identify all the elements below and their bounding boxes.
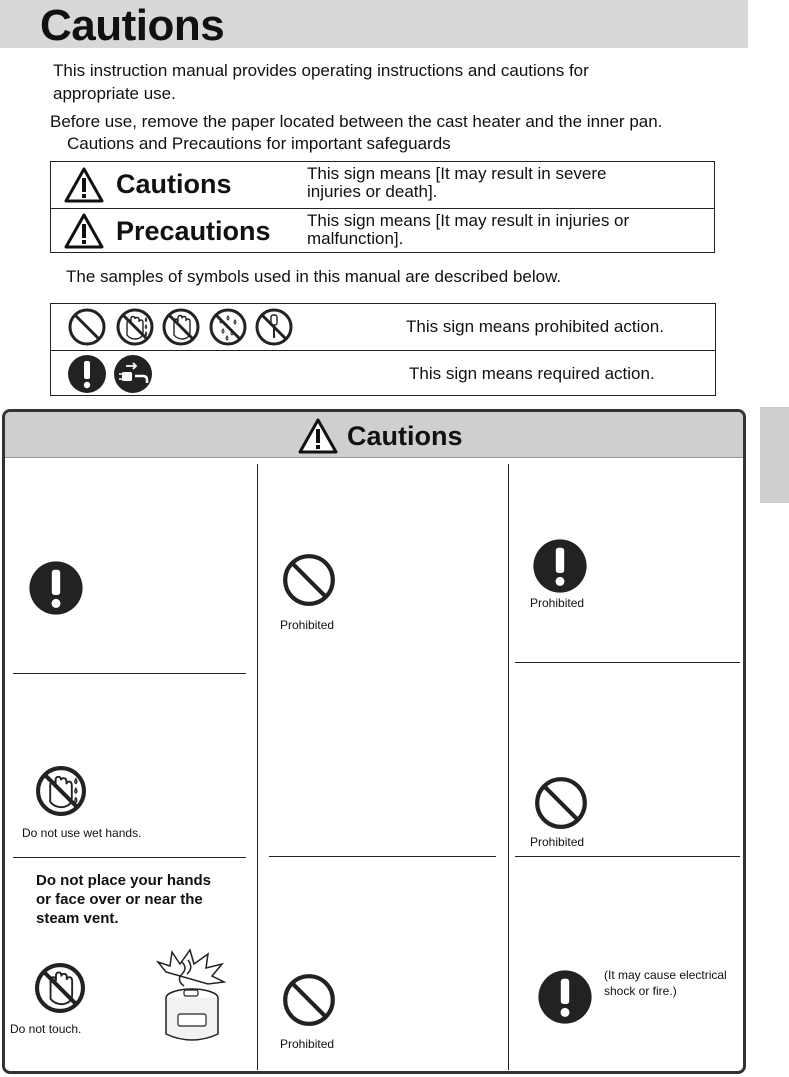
symbols-intro: The samples of symbols used in this manual are described below.	[66, 267, 562, 286]
prohibited-icon	[281, 972, 337, 1028]
do-not-disassemble-icon	[254, 307, 294, 347]
warning-triangle-icon	[64, 167, 104, 203]
sign-label-precautions: Precautions	[116, 216, 271, 246]
prohibited-caption: Prohibited	[530, 835, 585, 849]
steam-vent-heading-line-2: or face over or near the	[36, 891, 203, 908]
prohibited-caption: Prohibited	[280, 618, 335, 632]
prohibited-caption: Prohibited	[530, 596, 585, 610]
sign-label-cautions: Cautions	[116, 169, 232, 199]
sign-desc-line: This sign means [It may result in severe	[307, 164, 607, 183]
section-divider	[269, 856, 496, 857]
steam-vent-heading-line-3: steam vent.	[36, 910, 119, 927]
page-title: Cautions	[40, 1, 225, 50]
section-divider	[515, 856, 740, 857]
prohibited-icon	[533, 775, 589, 831]
warning-triangle-icon	[64, 213, 104, 249]
do-not-wet-icon	[208, 307, 248, 347]
symbol-table	[50, 303, 716, 396]
sign-desc-precautions	[307, 212, 707, 248]
do-not-touch-icon	[33, 961, 87, 1015]
intro-line-2: appropriate use.	[53, 84, 176, 103]
rice-cooker-steam-illustration	[148, 948, 230, 1048]
column-divider	[508, 464, 509, 1070]
cautions-panel-header	[5, 412, 743, 458]
safeguards-heading: Cautions and Precautions for important safeguards	[67, 134, 451, 153]
sign-row-cautions	[51, 162, 714, 207]
prohibited-icon	[281, 552, 337, 608]
sign-table	[50, 161, 715, 253]
side-tab	[760, 407, 789, 503]
wet-hands-caption: Do not use wet hands.	[22, 826, 142, 840]
sign-row-precautions	[51, 208, 714, 254]
cautions-panel-title: Cautions	[347, 421, 463, 451]
required-action-icon	[28, 560, 84, 616]
steam-vent-heading-line-1: Do not place your hands	[36, 872, 212, 889]
symbol-row-required	[51, 350, 715, 397]
required-action-icon	[532, 538, 588, 594]
prohibited-description: This sign means prohibited action.	[406, 317, 664, 336]
do-not-touch-caption: Do not touch.	[10, 1022, 82, 1036]
sign-desc-line: This sign means [It may result in injuries or	[307, 211, 630, 230]
required-description: This sign means required action.	[409, 364, 655, 383]
prohibited-icon	[67, 307, 107, 347]
symbol-row-prohibited	[51, 304, 715, 350]
no-wet-hands-icon	[115, 307, 155, 347]
intro-line-1: This instruction manual provides operating instructions and cautions for	[53, 61, 589, 80]
sign-desc-line: malfunction].	[307, 229, 404, 248]
section-divider	[13, 673, 246, 674]
section-divider	[515, 662, 740, 663]
section-divider	[13, 857, 246, 858]
prohibited-caption: Prohibited	[280, 1037, 335, 1051]
electric-shock-note-line-2: shock or fire.)	[604, 984, 677, 998]
sign-desc-line: injuries or death].	[307, 182, 438, 201]
intro-line-3: Before use, remove the paper located between the cast heater and the inner pan.	[50, 112, 663, 131]
cautions-panel	[2, 409, 746, 1074]
column-divider	[257, 464, 258, 1070]
electric-shock-note-line-1: (It may cause electrical	[604, 968, 727, 982]
required-action-icon	[67, 354, 107, 394]
warning-triangle-icon	[298, 418, 338, 454]
no-wet-hands-icon	[34, 764, 88, 818]
required-action-icon	[537, 969, 593, 1025]
do-not-touch-icon	[161, 307, 201, 347]
unplug-icon	[113, 354, 153, 394]
sign-desc-cautions	[307, 165, 707, 201]
